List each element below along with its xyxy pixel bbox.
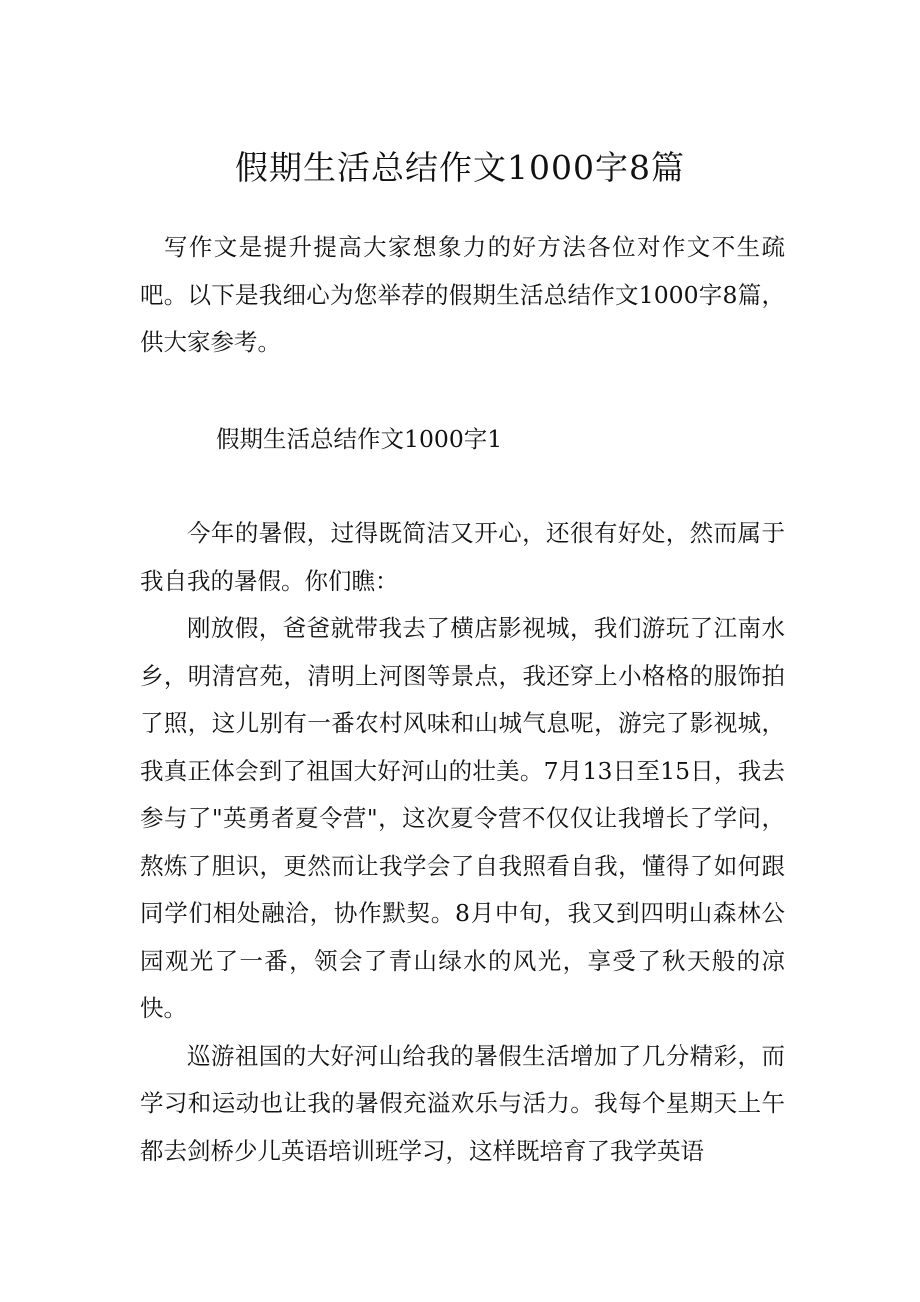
document-title: 假期生活总结作文1000字8篇	[235, 148, 685, 187]
essay-body	[140, 510, 785, 1175]
essay-paragraph-1: 今年的暑假，过得既简洁又开心，还很有好处，然而属于我自我的暑假。你们瞧：	[140, 519, 785, 595]
essay-paragraph-2: 刚放假，爸爸就带我去了横店影视城，我们游玩了江南水乡，明清宫苑，清明上河图等景点，我还穿上小格格的服饰拍了照，这儿别有一番农村风味和山城气息呢，游完了影视城，我真正体会到了祖国大好河山的壮美。7月13日至15日，我去参与了"英勇者夏令营"，这次夏令营不仅仅让我增长了学问，熬炼了胆识，更然而让我学会了自我照看自我，懂得了如何跟同学们相处融洽，协作默契。8月中旬，我又到四明山森林公园观光了一番，领会了青山绿水的风光，享受了秋天般的凉快。	[140, 614, 785, 1022]
intro-paragraph: 写作文是提升提高大家想象力的好方法各位对作文不生疏吧。以下是我细心为您举荐的假期生活总结作文1000字8篇，供大家参考。	[140, 233, 785, 356]
section-heading: 假期生活总结作文1000字1	[216, 425, 503, 453]
essay-paragraph-3: 巡游祖国的大好河山给我的暑假生活增加了几分精彩，而学习和运动也让我的暑假充溢欢乐与活力。我每个星期天上午都去剑桥少儿英语培训班学习，这样既培育了我学英语	[140, 1041, 785, 1165]
